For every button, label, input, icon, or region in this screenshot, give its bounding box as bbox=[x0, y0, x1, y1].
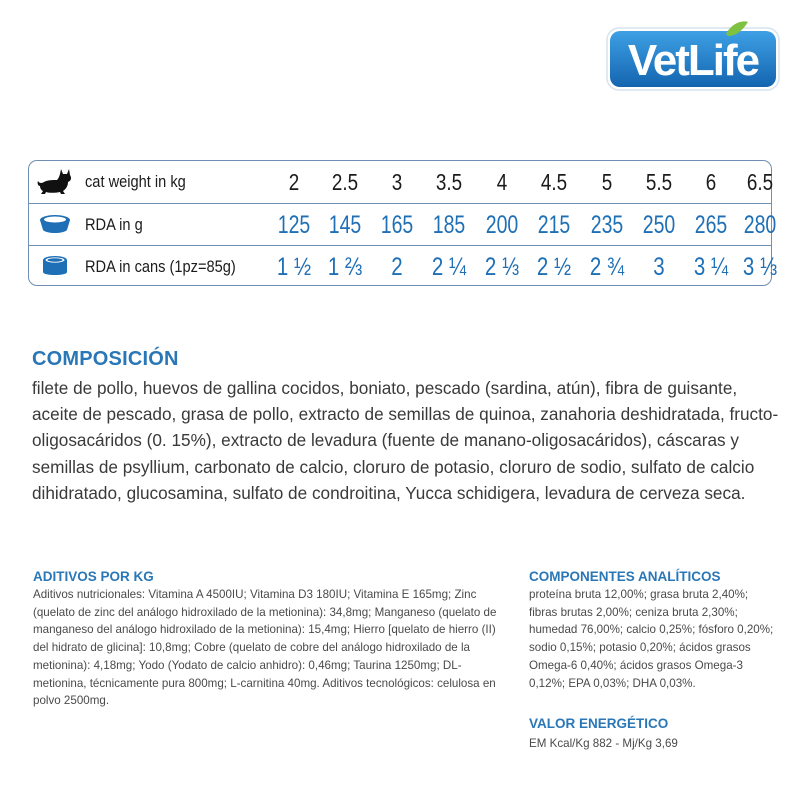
row-values bbox=[269, 161, 774, 203]
table-cell: 215 bbox=[537, 211, 571, 239]
table-cell: 250 bbox=[642, 211, 676, 239]
svg-text:VetLife: VetLife bbox=[627, 36, 759, 85]
table-row bbox=[29, 245, 778, 286]
table-cell: 6.5 bbox=[746, 169, 774, 195]
feeding-table bbox=[28, 160, 778, 286]
energy-value-title: VALOR ENERGÉTICO bbox=[529, 716, 669, 731]
table-cell: 3 ¼ bbox=[693, 253, 729, 281]
vetlife-logo bbox=[606, 20, 780, 94]
composition-title: COMPOSICIÓN bbox=[32, 348, 179, 370]
table-cell: 3 bbox=[653, 253, 665, 281]
analytical-components-text: proteína bruta 12,00%; grasa bruta 2,40%; fibras brutas 2,00%; ceniza bruta 2,30%; humedad 76,00%; calcio 0,25%; fósforo 0,20%; sodio 0,15%; potasio 0,20%; ácidos grasos Omega-6 0,40%; ácidos grasos Omega-3 0,12%; EPA 0,03%; DHA 0,03%. bbox=[529, 588, 774, 690]
row-values bbox=[269, 204, 777, 246]
table-cell: 2 ¾ bbox=[589, 253, 625, 281]
table-cell: 6 bbox=[705, 169, 717, 195]
table-cell: 165 bbox=[380, 211, 414, 239]
table-cell: 2 ½ bbox=[536, 253, 572, 281]
row-label: cat weight in kg bbox=[85, 172, 186, 191]
row-label: RDA in cans (1pz=85g) bbox=[85, 257, 236, 276]
composition-text: filete de pollo, huevos de gallina cocidos, boniato, pescado (sardina, atún), fibra de guisante, aceite de pescado, grasa de pollo, extracto de semillas de quinoa, zanahoria deshidratada, fructo-oligosacáridos (0. 15%), extracto de levadura (fuente de manano-oligosacáridos), cáscaras y semillas de psyllium, carbonato de calcio, cloruro de potasio, cloruro de sodio, sulfato de calcio dihidratado, glucosamina, sulfato de condroitina, Yucca schidigera, levadura de cerveza seca. bbox=[32, 378, 779, 503]
cat-icon bbox=[35, 165, 75, 197]
table-cell: 265 bbox=[694, 211, 728, 239]
table-cell: 2 bbox=[288, 169, 300, 195]
table-cell: 2 bbox=[391, 253, 403, 281]
food-bowl-icon bbox=[35, 208, 75, 240]
table-cell: 4 bbox=[496, 169, 508, 195]
table-cell: 1 ⅔ bbox=[327, 253, 363, 281]
table-cell: 3 bbox=[391, 169, 403, 195]
table-cell: 185 bbox=[432, 211, 466, 239]
table-cell: 200 bbox=[485, 211, 519, 239]
table-cell: 3.5 bbox=[435, 169, 463, 195]
table-cell: 2.5 bbox=[331, 169, 359, 195]
table-cell: 5 bbox=[601, 169, 613, 195]
table-cell: 2 ⅓ bbox=[484, 253, 520, 281]
table-cell: 3 ⅓ bbox=[742, 253, 778, 281]
table-cell: 4.5 bbox=[540, 169, 568, 195]
table-row bbox=[29, 203, 777, 245]
analytical-components-title: COMPONENTES ANALÍTICOS bbox=[529, 569, 721, 584]
table-cell: 125 bbox=[277, 211, 311, 239]
row-values bbox=[269, 246, 778, 288]
table-cell: 1 ½ bbox=[276, 253, 312, 281]
table-cell: 2 ¼ bbox=[431, 253, 467, 281]
table-cell: 280 bbox=[743, 211, 777, 239]
additives-text: Aditivos nutricionales: Vitamina A 4500IU; Vitamina D3 180IU; Vitamina E 165mg; Zinc (quelato de zinc del análogo hidroxilado de la metionina): 34,8mg; Manganeso (quelato de manganeso del análogo hidroxilado de la metionina): 15,4mg; Hierro [quelato de hierro (II) del hidrato de glicina]: 10,8mg; Cobre (quelato de cobre del análogo hidroxilado de la metionina): 4,18mg; Yodo (Yodato de calcio anhidro): 0,46mg; Taurina 1250mg; DL-metionina, técnicamente pura 800mg; L-carnitina 40mg. Aditivos tecnológicos: celulosa en polvo 2500mg. bbox=[33, 588, 497, 708]
table-cell: 5.5 bbox=[645, 169, 673, 195]
table-cell: 145 bbox=[328, 211, 362, 239]
table-cell: 235 bbox=[590, 211, 624, 239]
row-label: RDA in g bbox=[85, 215, 143, 234]
food-can-icon bbox=[35, 250, 75, 282]
table-row bbox=[29, 161, 774, 203]
energy-value-text: EM Kcal/Kg 882 - Mj/Kg 3,69 bbox=[529, 737, 678, 750]
additives-title: ADITIVOS POR KG bbox=[33, 569, 154, 584]
